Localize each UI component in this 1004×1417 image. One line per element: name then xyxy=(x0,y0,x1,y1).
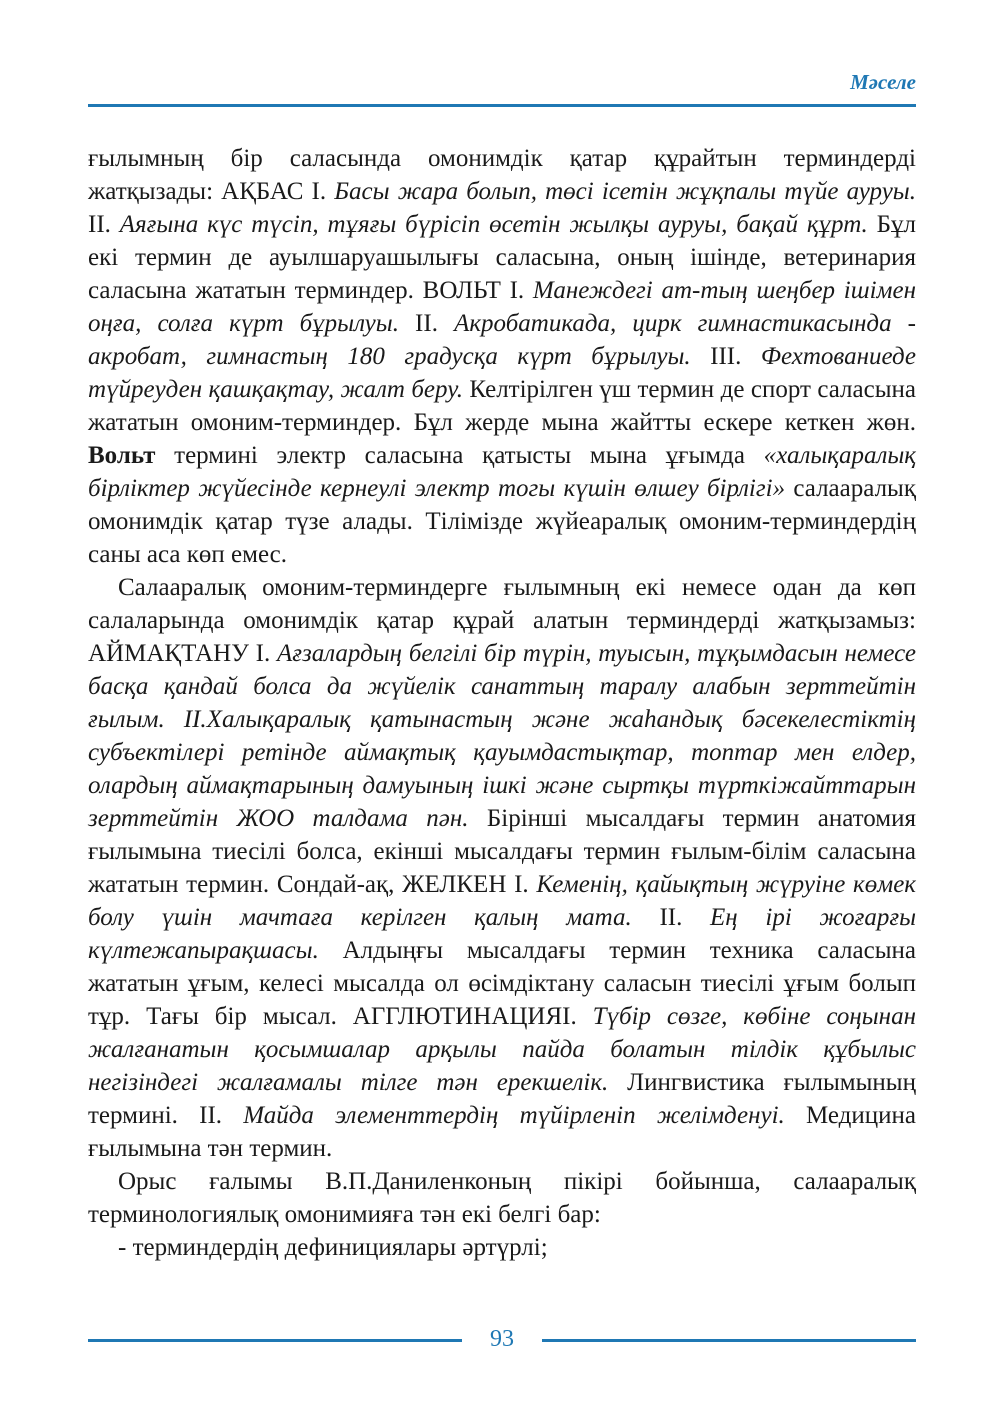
text-run: Бірінші мысалдағы термин анатомия ғылымына тиесілі болса, екінші мысалдағы термин ғылым-білім саласына жататын термин. Сондай-ақ, ЖЕЛКЕН І. xyxy=(88,805,917,898)
text-run: Медицина ғылымына тән термин. xyxy=(88,1102,916,1162)
page-number: 93 xyxy=(490,1326,514,1352)
paragraph xyxy=(88,1231,916,1264)
text-run: Алдыңғы мысалдағы термин техника саласына жататын ұғым, келесі мысалда ол өсімдіктану саласын тиесілі ұғым болып тұр. Тағы бір мысал. АГГЛЮТИНАЦИЯІ. xyxy=(88,937,916,1030)
italic-run: Ағзалардың белгілі бір түрін, туысын, тұқымдасын немесе басқа қандай болса да жүйелік санаттың таралу алабын зерттейтін ғылым. ІІ.Халықаралық қатынастың және жаһандық бәсекелестіктің субъектілері ретінде аймақтық қауымдастықтар, топтар мен елдер, олардың аймақтарының дамуының ішкі және сыртқы түрткіжайттарын зерттейтін ЖОО талдама пән. xyxy=(88,640,916,832)
body-text xyxy=(88,142,916,1264)
italic-run: Түбір сөзге, көбіне соңынан жалғанатын қосымшалар арқылы пайда болатын тілдік құбылыс негізіндегі жалғамалы тілге тән ерекшелік. xyxy=(88,1003,916,1096)
paragraph xyxy=(88,571,916,1165)
paragraph xyxy=(88,1165,916,1231)
footer-divider-right xyxy=(542,1339,916,1342)
italic-run: «халықаралық бірліктер жүйесінде кернеулі электр тогы күшін өлшеу бірлігі» xyxy=(88,442,916,502)
text-run: Орыс ғалымы В.П.Даниленконың пікірі бойынша, салааралық терминологиялық омонимияға тән екі белгі бар: xyxy=(88,1168,916,1228)
italic-run: Аяғына күс түсіп, тұяғы бүрісіп өсетін жылқы ауруы, бақай құрт. xyxy=(119,211,868,238)
text-run: салааралық омонимдік қатар түзе алады. Тілімізде жүйеаралық омоним-терминдердің саны аса көп емес. xyxy=(88,475,916,568)
text-run: ІІ. xyxy=(631,904,711,931)
text-run: - терминдердің дефинициялары әртүрлі; xyxy=(118,1234,548,1261)
text-run: ІІ. xyxy=(88,211,120,238)
paragraph xyxy=(88,142,916,571)
text-run: ІІ. xyxy=(398,310,455,337)
text-run: Келтірілген үш термин де спорт саласына жататын омоним-терминдер. Бұл жерде мына жайтты ескере кеткен жөн. xyxy=(88,376,916,436)
italic-run: Фехтованиеде түйреуден қашқақтау, жалт беру. xyxy=(88,343,916,403)
italic-run: Кеменің, қайықтың жүруіне көмек болу үшін мачтаға керілген қалың мата. xyxy=(88,871,916,931)
text-run: ІІІ. xyxy=(690,343,761,370)
text-run: Лингвистика ғылымының термині. ІІ. xyxy=(88,1069,916,1129)
italic-run: Акробатикада, цирк гимнастикасында - акробат, гимнастың 180 градусқа күрт бұрылуы. xyxy=(88,310,916,370)
header-divider xyxy=(88,104,916,107)
footer-divider-left xyxy=(88,1339,462,1342)
text-run: Бұл екі термин де ауылшаруашылығы саласына, оның ішінде, ветеринария саласына жататын терминдер. ВОЛЬТ І. xyxy=(88,211,917,304)
italic-run: Майда элементтердің түйірленіп желімденуі. xyxy=(243,1102,785,1129)
italic-run: Басы жара болып, төсі ісетін жұқпалы түйе ауруы. xyxy=(334,178,916,205)
running-header-title: Мәселе xyxy=(850,70,916,94)
text-run: термині электр саласына қатысты мына ұғымда xyxy=(155,442,764,469)
italic-run: Ең ірі жоғарғы күлтежапырақшасы. xyxy=(88,904,917,964)
text-run: ғылымның бір саласында омонимдік қатар құрайтын терминдерді жатқызады: АҚБАС І. xyxy=(88,145,916,205)
italic-run: Манеждегі ат-тың шеңбер ішімен оңға, солға күрт бұрылуы. xyxy=(88,277,916,337)
bold-term: Вольт xyxy=(88,442,156,469)
text-run: Салааралық омоним-терминдерге ғылымның екі немесе одан да көп салаларында омонимдік қатар құрай алатын терминдерді жатқызамыз: АЙМАҚТАНУ І. xyxy=(88,574,916,667)
